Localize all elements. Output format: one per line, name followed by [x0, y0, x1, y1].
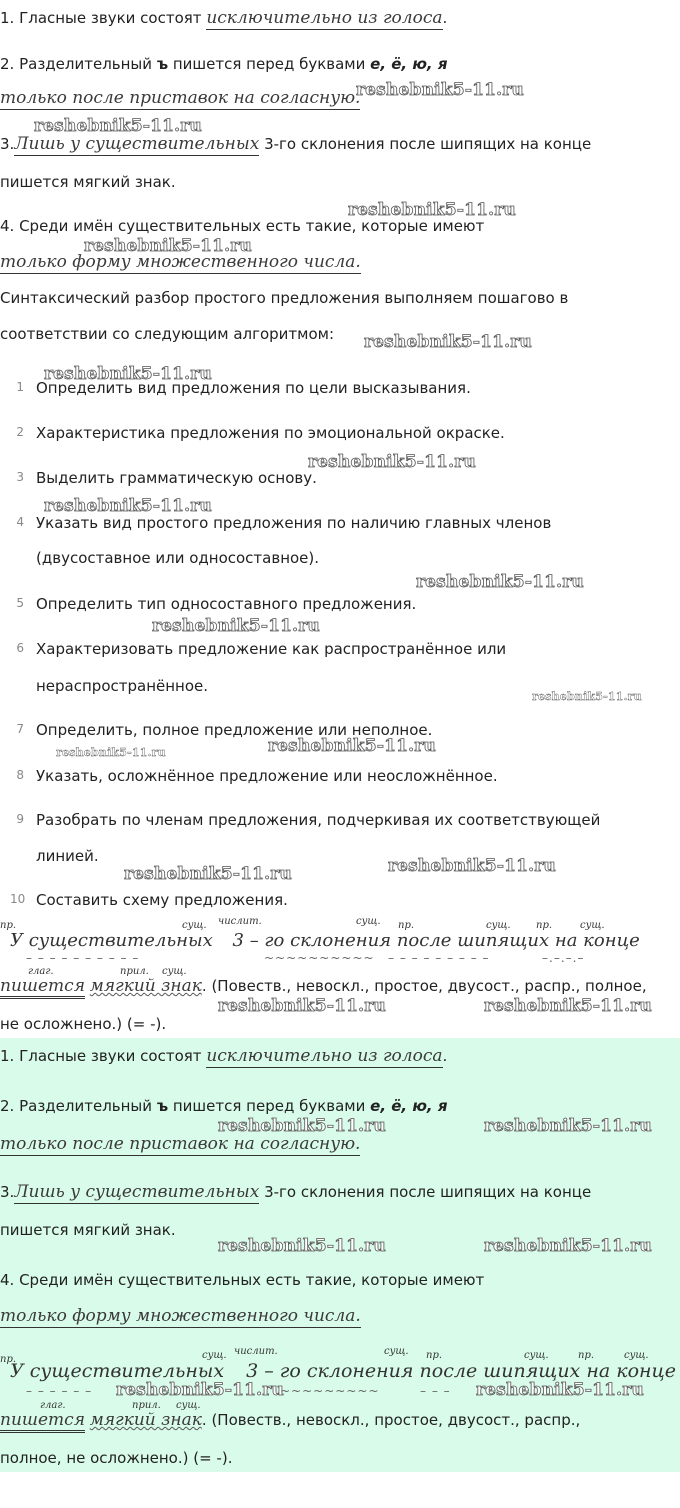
step-text: Определить вид предложения по цели высказывания.	[36, 379, 471, 397]
scheme-word: 3 – го склонения	[232, 930, 392, 951]
step-number: 10	[10, 892, 26, 906]
step-number: 7	[16, 722, 24, 736]
watermark: reshebnik5-11.ru	[152, 616, 320, 636]
answer-4: 4. Среди имён существительных есть такие, которые имеют	[0, 217, 485, 235]
pos-label: сущ.	[176, 1400, 201, 1411]
scheme-line-2	[0, 1410, 580, 1430]
handwritten-answer: исключительно из голоса	[206, 1046, 443, 1066]
answer-3-cont: пишется мягкий знак.	[0, 1221, 176, 1239]
text: ъ	[156, 55, 169, 73]
answer-2-handwritten	[0, 88, 360, 108]
text: .	[442, 1047, 448, 1065]
pos-label: пр.	[578, 1350, 595, 1361]
text: 3-го склонения после шипящих на конце	[264, 1183, 592, 1201]
watermark: reshebnik5-11.ru	[44, 496, 212, 516]
step-text: Выделить грамматическую основу.	[36, 469, 317, 487]
watermark: reshebnik5-11.ru	[56, 746, 166, 759]
pos-label: пр.	[398, 920, 415, 931]
step-text: Указать вид простого предложения по наличию главных членов	[36, 514, 552, 532]
scheme-word: 3 – го склонения	[246, 1360, 414, 1382]
text: 1. Гласные звуки состоят	[0, 1047, 202, 1065]
pos-label: сущ.	[202, 1350, 227, 1361]
text: . (Повеств., невоскл., простое, двусост., распр., полное,	[201, 977, 647, 995]
answer-2	[0, 1096, 447, 1116]
watermark: reshebnik5-11.ru	[84, 236, 252, 256]
pos-label: сущ.	[162, 966, 187, 977]
pos-label: сущ.	[524, 1350, 549, 1361]
underline-waves: ~~~~~~~~~~	[264, 951, 375, 965]
watermark: reshebnik5-11.ru	[484, 1236, 652, 1256]
text: пишется перед буквами	[172, 1097, 366, 1115]
pos-label: сущ.	[580, 920, 605, 931]
scheme-line-2	[0, 976, 647, 996]
handwritten-answer: только после приставок на согласную.	[0, 1134, 361, 1154]
watermark: reshebnik5-11.ru	[416, 572, 584, 592]
answer-1	[0, 8, 447, 28]
predicate: пишется	[0, 976, 85, 999]
pos-label: пр.	[426, 1350, 443, 1361]
watermark: reshebnik5-11.ru	[218, 1236, 386, 1256]
underline-dots: –.–.–.–	[542, 951, 585, 965]
underline-dashes: – – – – – –	[26, 1384, 93, 1398]
pos-label: сущ.	[486, 920, 511, 931]
scheme-word: конце	[616, 1360, 677, 1382]
pos-label: пр.	[0, 920, 17, 931]
answer-3	[0, 1182, 591, 1202]
step-text-cont: (двусоставное или односоставное).	[36, 549, 320, 567]
pos-label: глаг.	[28, 966, 54, 977]
pos-label: сущ.	[182, 920, 207, 931]
answer-3	[0, 134, 591, 154]
text: е, ё, ю, я	[370, 55, 448, 73]
scheme-word: после	[419, 1360, 478, 1382]
step-number: 1	[16, 380, 24, 394]
step-number: 5	[16, 596, 24, 610]
answer-2-handwritten	[0, 1134, 360, 1154]
step-text: Указать, осложнённое предложение или неосложнённое.	[36, 767, 498, 785]
watermark: reshebnik5-11.ru	[124, 864, 292, 884]
scheme-line-1	[10, 1360, 676, 1382]
watermark: reshebnik5-11.ru	[218, 996, 386, 1016]
scheme-word: У существительных	[10, 930, 213, 951]
pos-label: числит.	[234, 1346, 278, 1357]
scheme-line-2-cont: полное, не осложнено.) (= -).	[0, 1449, 233, 1467]
text: .	[442, 9, 448, 27]
handwritten-answer: только форму множественного числа.	[0, 252, 361, 272]
answer-4: 4. Среди имён существительных есть такие, которые имеют	[0, 1271, 485, 1289]
step-text-cont: линией.	[36, 847, 99, 865]
watermark: reshebnik5-11.ru	[116, 1380, 284, 1400]
text: . (Повеств., невоскл., простое, двусост., распр.,	[201, 1411, 581, 1429]
step-text: Определить, полное предложение или неполное.	[36, 721, 433, 739]
text: 3.	[0, 135, 15, 153]
underline-waves: ~~~~~~~~~	[280, 1384, 380, 1398]
handwritten-answer: Лишь у существительных	[14, 1182, 260, 1202]
scheme-word: после	[396, 930, 452, 951]
pos-label: прил.	[120, 966, 149, 977]
watermark: reshebnik5-11.ru	[476, 1380, 644, 1400]
handwritten-answer: только форму множественного числа.	[0, 1306, 361, 1326]
text: 3.	[0, 1183, 15, 1201]
scheme-word: шипящих	[457, 930, 550, 951]
step-number: 4	[16, 515, 24, 529]
step-text: Определить тип односоставного предложения.	[36, 595, 417, 613]
scheme-word: на	[586, 1360, 611, 1382]
modifier-subject: мягкий знак	[89, 1410, 202, 1430]
pos-label: пр.	[536, 920, 553, 931]
watermark: reshebnik5-11.ru	[356, 80, 524, 100]
step-number: 8	[16, 768, 24, 782]
watermark: reshebnik5-11.ru	[44, 364, 212, 384]
step-text: Характеризовать предложение как распространённое или	[36, 640, 507, 658]
underline-dashes: – – –	[420, 1384, 451, 1398]
step-number: 3	[16, 470, 24, 484]
watermark: reshebnik5-11.ru	[388, 856, 556, 876]
handwritten-answer: исключительно из голоса	[206, 8, 443, 28]
text: пишется перед буквами	[172, 55, 366, 73]
watermark: reshebnik5-11.ru	[268, 736, 436, 756]
text: 2. Разделительный	[0, 1097, 153, 1115]
watermark: reshebnik5-11.ru	[532, 690, 642, 703]
pos-label: прил.	[132, 1400, 161, 1411]
text: 2. Разделительный	[0, 55, 153, 73]
pos-label: сущ.	[624, 1350, 649, 1361]
text: 1. Гласные звуки состоят	[0, 9, 202, 27]
watermark: reshebnik5-11.ru	[348, 200, 516, 220]
watermark: reshebnik5-11.ru	[364, 332, 532, 352]
text: 3-го склонения после шипящих на конце	[264, 135, 592, 153]
pos-label: глаг.	[40, 1400, 66, 1411]
answer-4-handwritten	[0, 1306, 361, 1326]
modifier-subject: мягкий знак	[89, 976, 202, 996]
pos-label: сущ.	[356, 916, 381, 927]
scheme-word: на	[554, 930, 578, 951]
intro-line-2: соответствии со следующим алгоритмом:	[0, 325, 335, 343]
watermark: reshebnik5-11.ru	[484, 996, 652, 1016]
step-text-cont: нераспространённое.	[36, 677, 209, 695]
text: ъ	[156, 1097, 169, 1115]
scheme-word: шипящих	[483, 1360, 581, 1382]
text: е, ё, ю, я	[370, 1097, 448, 1115]
watermark: reshebnik5-11.ru	[484, 1116, 652, 1136]
step-number: 6	[16, 641, 24, 655]
answer-2	[0, 54, 447, 74]
watermark: reshebnik5-11.ru	[34, 116, 202, 136]
intro-line-1: Синтаксический разбор простого предложения выполняем пошагово в	[0, 289, 569, 307]
pos-label: сущ.	[384, 1346, 409, 1357]
underline-dashes: – – – – – – – – – –	[26, 951, 140, 965]
step-number: 9	[16, 812, 24, 826]
step-number: 2	[16, 425, 24, 439]
handwritten-answer: Лишь у существительных	[14, 134, 260, 154]
underline-dashes: – – – – – – – – –	[388, 951, 490, 965]
answer-3-cont: пишется мягкий знак.	[0, 173, 176, 191]
watermark: reshebnik5-11.ru	[218, 1116, 386, 1136]
handwritten-answer: только после приставок на согласную.	[0, 88, 361, 108]
step-text: Составить схему предложения.	[36, 891, 288, 909]
pos-label: пр.	[0, 1354, 17, 1365]
scheme-word: У существительных	[10, 1360, 225, 1382]
scheme-line-2-cont: не осложнено.) (= -).	[0, 1015, 167, 1033]
step-text: Характеристика предложения по эмоциональной окраске.	[36, 424, 505, 442]
watermark: reshebnik5-11.ru	[308, 452, 476, 472]
step-text: Разобрать по членам предложения, подчеркивая их соответствующей	[36, 811, 601, 829]
answer-1	[0, 1046, 447, 1066]
scheme-line-1	[10, 930, 640, 951]
answer-4-handwritten	[0, 252, 361, 272]
scheme-word: конце	[583, 930, 640, 951]
predicate: пишется	[0, 1410, 85, 1433]
pos-label: числит.	[218, 916, 262, 927]
